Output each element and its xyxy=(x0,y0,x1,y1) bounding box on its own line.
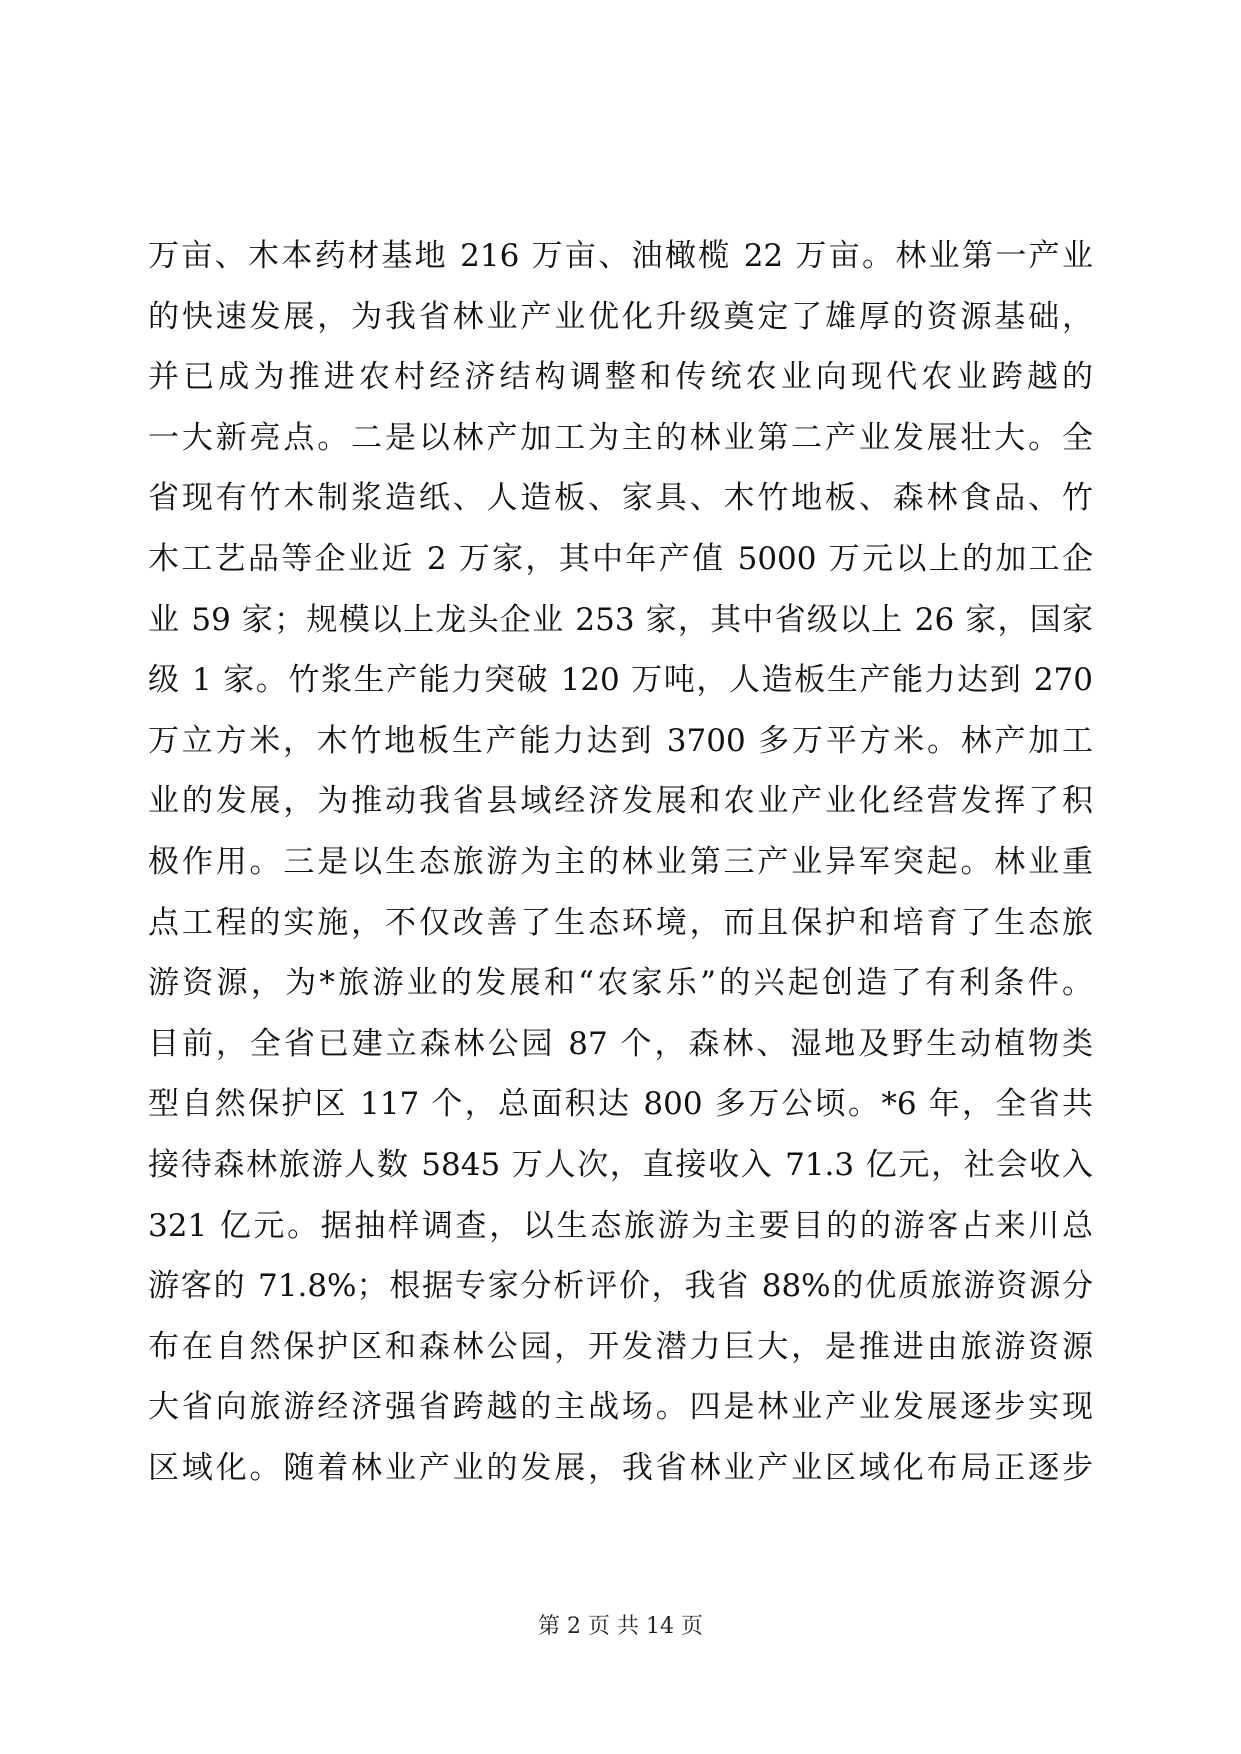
text-line: 大省向旅游经济强省跨越的主战场。四是林业产业发展逐步实现 xyxy=(148,1389,1093,1426)
text-line: 的快速发展，为我省林业产业优化升级奠定了雄厚的资源基础， xyxy=(148,298,1093,335)
text-line: 并已成为推进农村经济结构调整和传统农业向现代农业跨越的 xyxy=(148,359,1093,396)
text-line: 游资源，为*旅游业的发展和“农家乐”的兴起创造了有利条件。 xyxy=(148,965,1093,1002)
text-line: 省现有竹木制浆造纸、人造板、家具、木竹地板、森林食品、竹 xyxy=(148,480,1093,517)
text-line: 级 1 家。竹浆生产能力突破 120 万吨，人造板生产能力达到 270 xyxy=(148,662,1093,699)
text-line: 321 亿元。据抽样调查，以生态旅游为主要目的的游客占来川总 xyxy=(148,1207,1093,1244)
text-line: 业的发展，为推动我省县域经济发展和农业产业化经营发挥了积 xyxy=(148,783,1093,820)
text-line: 点工程的实施，不仅改善了生态环境，而且保护和培育了生态旅 xyxy=(148,904,1093,941)
text-line: 万立方米，木竹地板生产能力达到 3700 多万平方米。林产加工 xyxy=(148,722,1093,759)
text-line: 万亩、木本药材基地 216 万亩、油橄榄 22 万亩。林业第一产业 xyxy=(148,238,1093,274)
page-number-footer: 第 2 页 共 14 页 xyxy=(538,1614,703,1639)
text-line: 型自然保护区 117 个，总面积达 800 多万公顷。*6 年，全省共 xyxy=(148,1086,1093,1123)
text-line: 区域化。随着林业产业的发展，我省林业产业区域化布局正逐步 xyxy=(148,1449,1093,1486)
text-line: 极作用。三是以生态旅游为主的林业第三产业异军突起。林业重 xyxy=(148,843,1093,880)
text-line: 一大新亮点。二是以林产加工为主的林业第二产业发展壮大。全 xyxy=(148,419,1093,456)
text-line: 接待森林旅游人数 5845 万人次，直接收入 71.3 亿元，社会收入 xyxy=(148,1146,1093,1183)
body-text xyxy=(148,226,1093,1498)
text-line: 业 59 家；规模以上龙头企业 253 家，其中省级以上 26 家，国家 xyxy=(148,601,1093,638)
text-line: 布在自然保护区和森林公园，开发潜力巨大，是推进由旅游资源 xyxy=(148,1328,1093,1365)
text-line: 游客的 71.8%；根据专家分析评价，我省 88%的优质旅游资源分 xyxy=(148,1268,1093,1305)
text-line: 目前，全省已建立森林公园 87 个，森林、湿地及野生动植物类 xyxy=(148,1025,1093,1062)
text-line: 木工艺品等企业近 2 万家，其中年产值 5000 万元以上的加工企 xyxy=(148,540,1093,577)
